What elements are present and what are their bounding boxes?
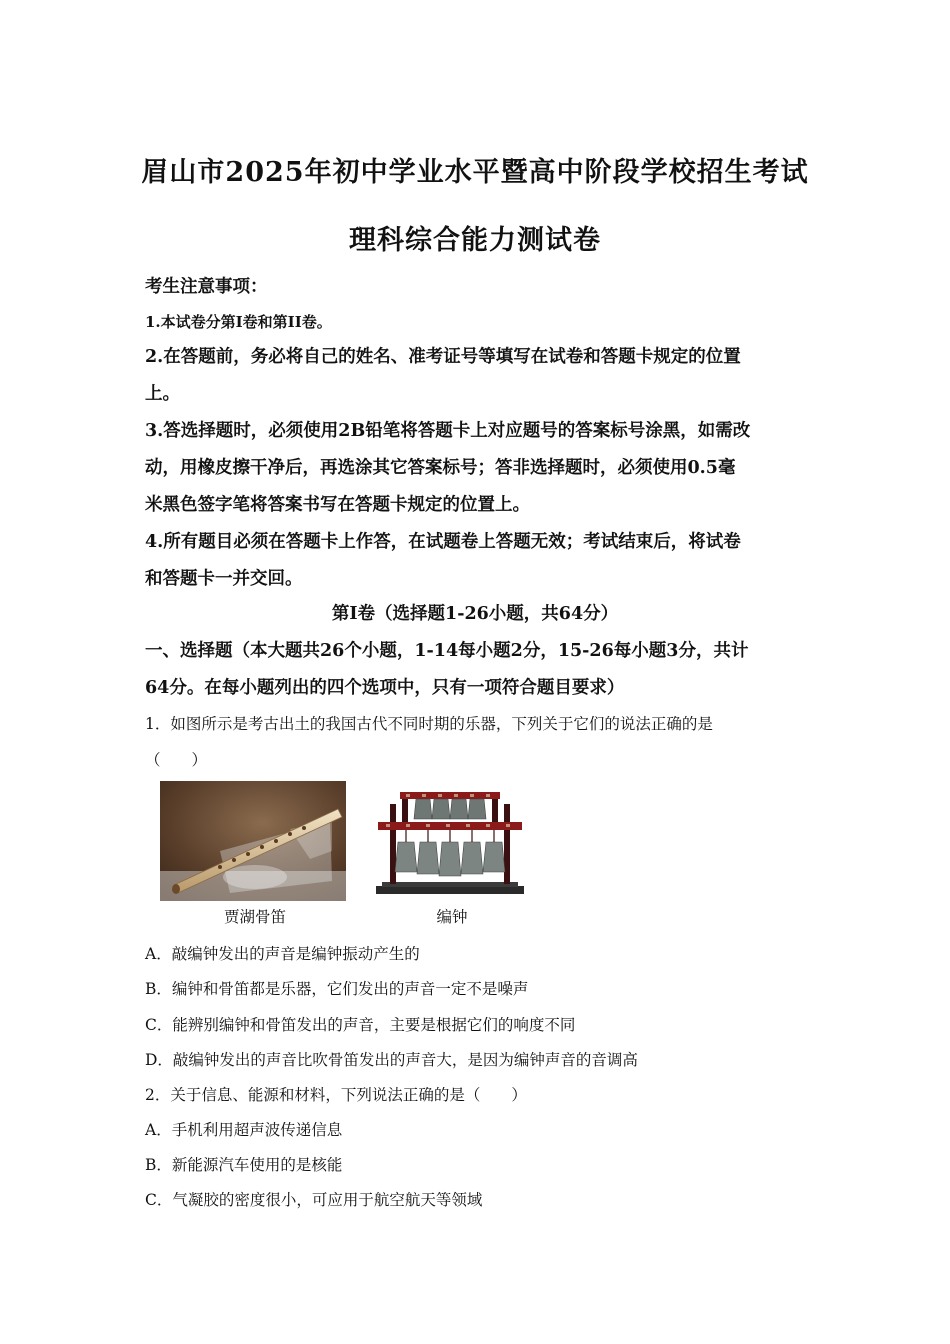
notice-item-2-line-2: 上。 <box>145 384 180 404</box>
part-title: 第I卷（选择题1-26小题，共64分） <box>331 604 619 624</box>
q2-option-c: C．气凝胶的密度很小，可应用于航空航天等领域 <box>145 1191 483 1209</box>
notice-item-4-line-1: 4.所有题目必须在答题卡上作答，在试题卷上答题无效；考试结束后，将试卷 <box>145 532 741 552</box>
section-heading-line-2: 64分。在每小题列出的四个选项中，只有一项符合题目要求） <box>145 678 625 698</box>
bianzhong-photo <box>372 786 528 896</box>
q2-option-b: B．新能源汽车使用的是核能 <box>145 1156 343 1174</box>
notice-item-3-line-2: 动，用橡皮擦干净后，再选涂其它答案标号；答非选择题时，必须使用0.5毫 <box>145 458 736 478</box>
flute-caption: 贾湖骨笛 <box>223 908 286 926</box>
q1-option-a: A．敲编钟发出的声音是编钟振动产生的 <box>145 945 420 963</box>
q1-option-d: D．敲编钟发出的声音比吹骨笛发出的声音大，是因为编钟声音的音调高 <box>145 1051 638 1069</box>
notice-heading: 考生注意事项： <box>145 277 268 297</box>
bone-flute-image <box>160 781 346 901</box>
bianzhong-image <box>372 786 528 896</box>
q1-option-c: C．能辨别编钟和骨笛发出的声音，主要是根据它们的响度不同 <box>145 1016 576 1034</box>
bone-flute-photo <box>160 781 346 901</box>
q2-stem: 2．关于信息、能源和材料，下列说法正确的是（ ） <box>145 1086 527 1104</box>
bells-caption: 编钟 <box>436 908 468 926</box>
notice-item-1: 1.本试卷分第I卷和第II卷。 <box>145 313 332 331</box>
exam-subtitle: 理科综合能力测试卷 <box>349 225 601 256</box>
q1-option-b: B．编钟和骨笛都是乐器，它们发出的声音一定不是噪声 <box>145 980 529 998</box>
notice-item-3-line-3: 米黑色签字笔将答案书写在答题卡规定的位置上。 <box>145 495 530 515</box>
q1-stem: 1．如图所示是考古出土的我国古代不同时期的乐器，下列关于它们的说法正确的是 <box>145 715 713 733</box>
section-heading-line-1: 一、选择题（本大题共26个小题，1-14每小题2分，15-26每小题3分，共计 <box>145 641 749 661</box>
q1-answer-blank: （ ） <box>145 751 208 769</box>
notice-item-2-line-1: 2.在答题前，务必将自己的姓名、准考证号等填写在试卷和答题卡规定的位置 <box>145 347 741 367</box>
q2-option-a: A．手机利用超声波传递信息 <box>145 1121 343 1139</box>
notice-item-3-line-1: 3.答选择题时，必须使用2B铅笔将答题卡上对应题号的答案标号涂黑，如需改 <box>145 421 751 441</box>
notice-item-4-line-2: 和答题卡一并交回。 <box>145 569 303 589</box>
exam-title: 眉山市2025年初中学业水平暨高中阶段学校招生考试 <box>141 157 809 188</box>
